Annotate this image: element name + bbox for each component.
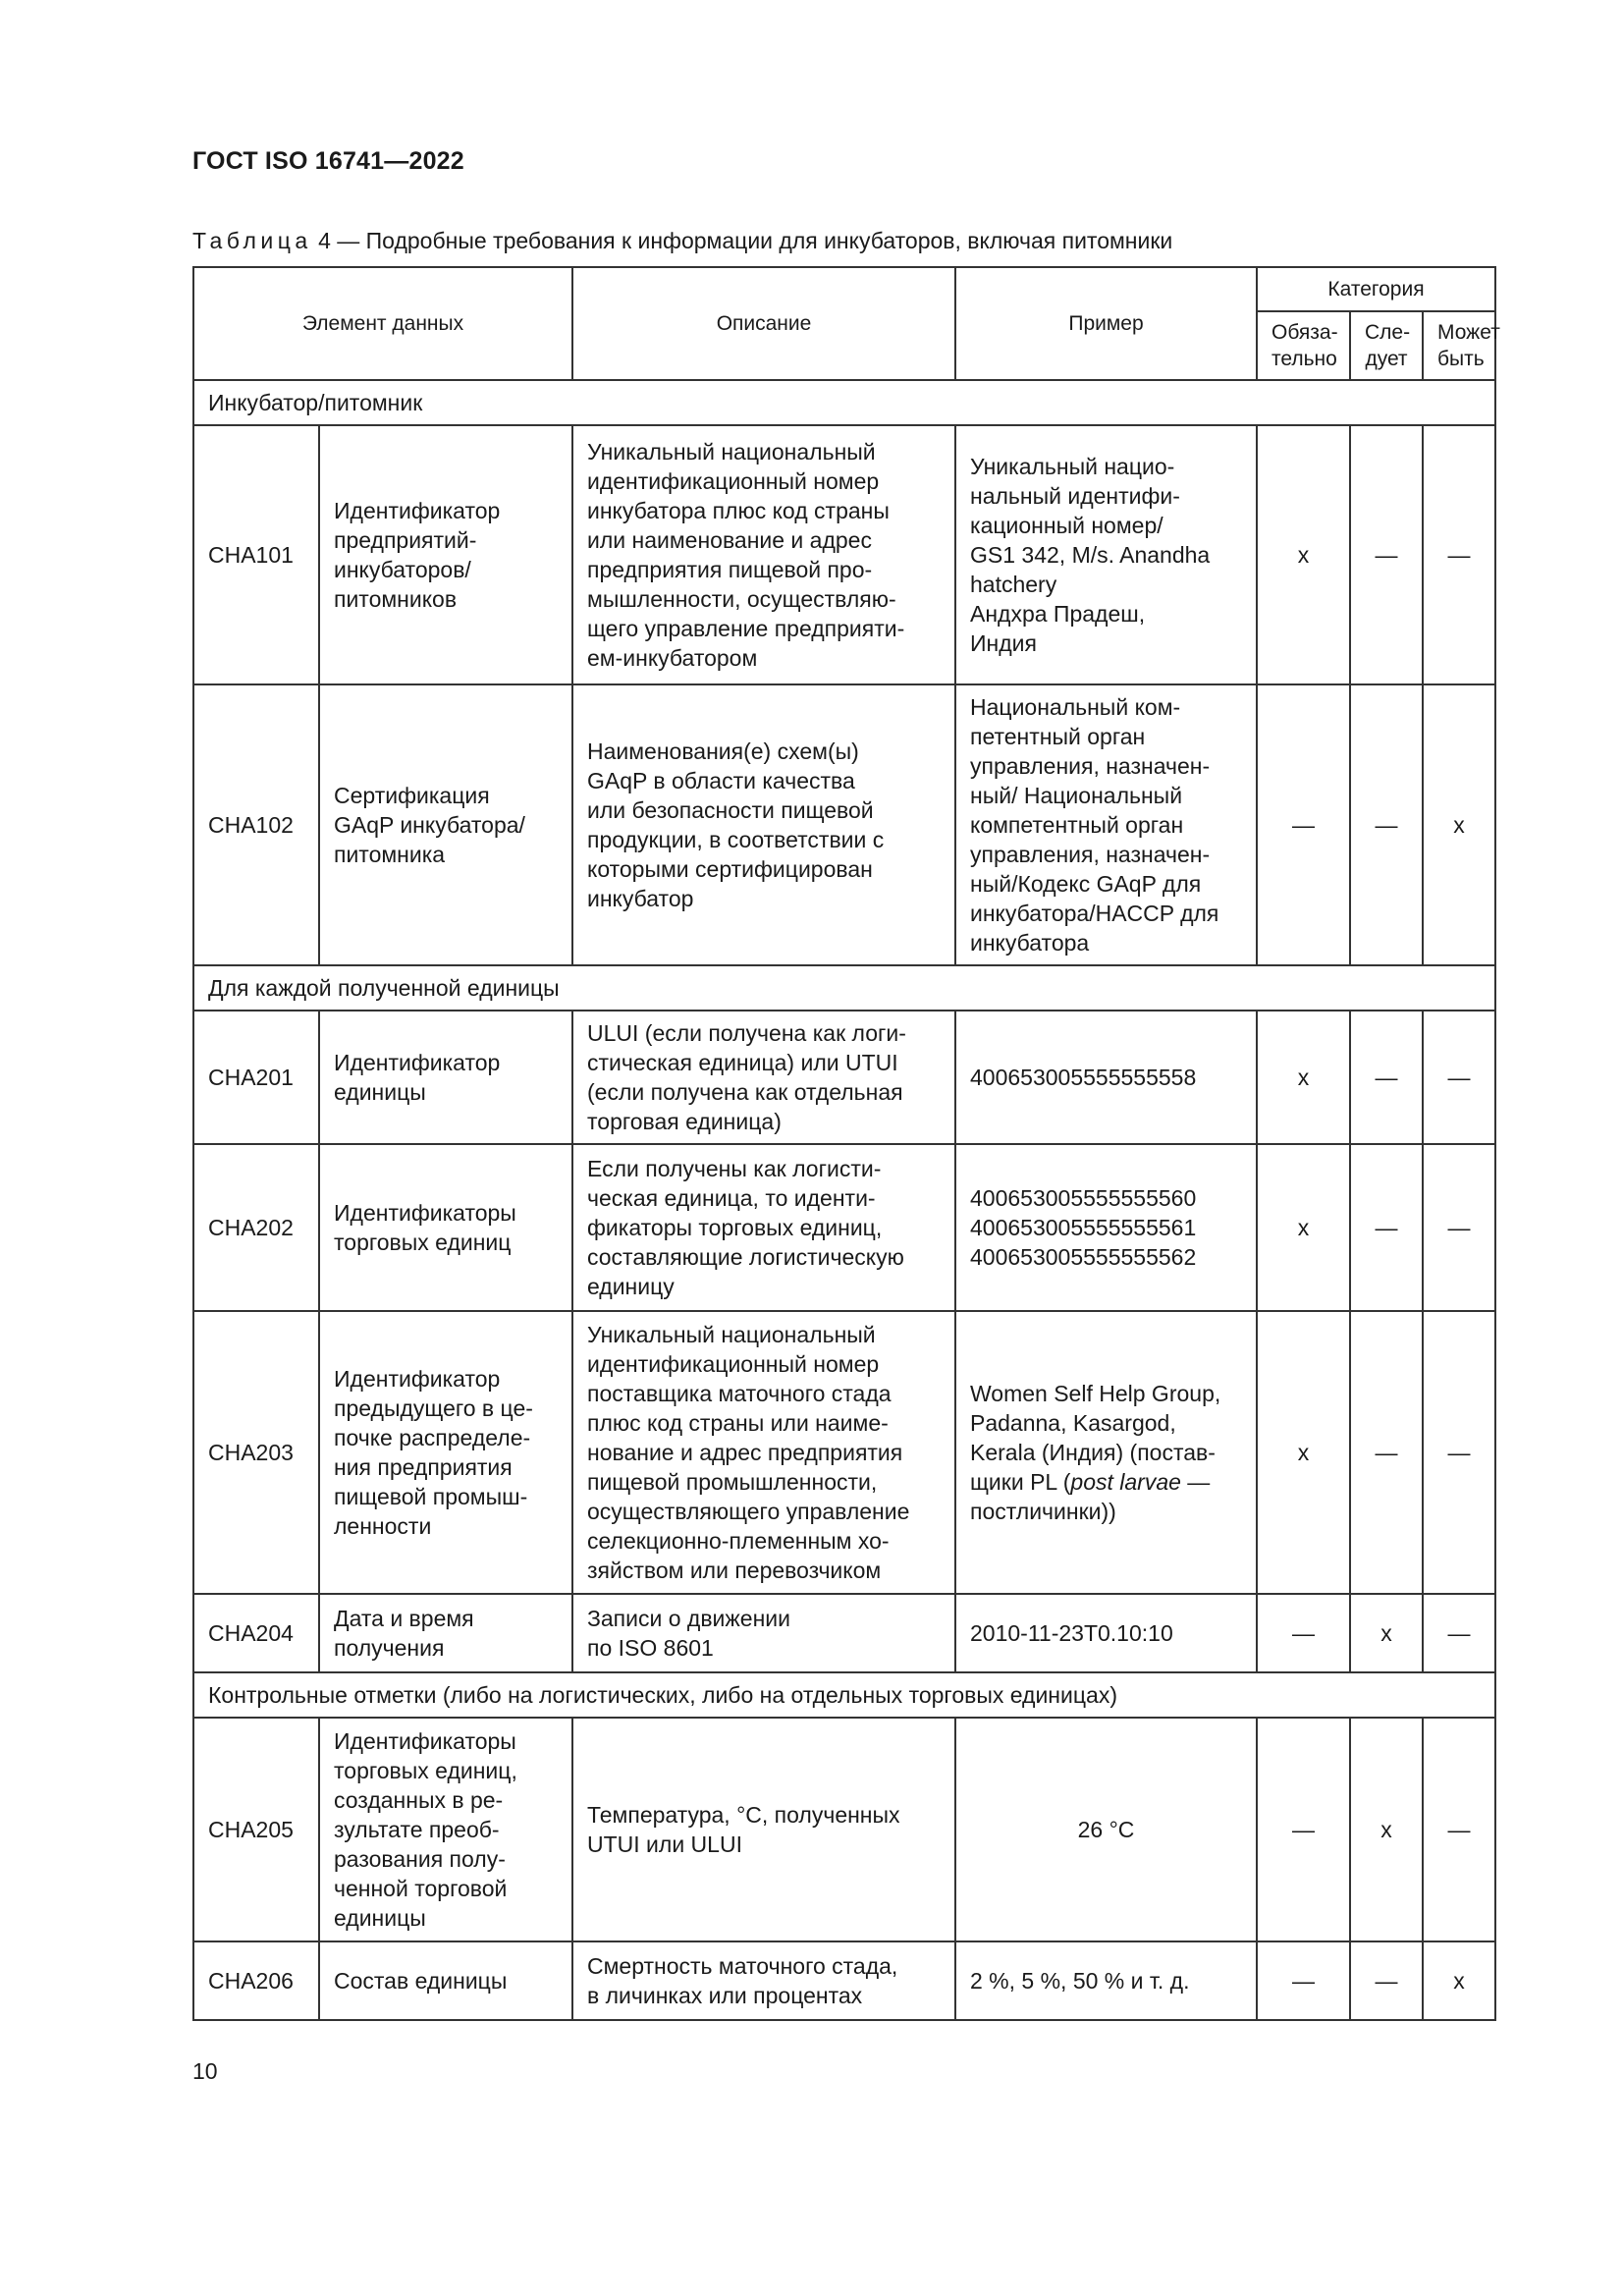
- table-caption: [192, 228, 1172, 254]
- cell-name: Сертификация GAqP инкубатора/ питомника: [319, 684, 572, 965]
- requirements-table: [192, 266, 1500, 2021]
- cell-may: x: [1423, 684, 1495, 965]
- cell-mandatory: x: [1257, 1011, 1350, 1144]
- cell-may: —: [1423, 425, 1495, 684]
- table-caption-prefix: Таблица: [192, 228, 312, 253]
- header-description: Описание: [572, 267, 955, 380]
- cell-description: Температура, °С, полученных UTUI или ULUI: [572, 1718, 955, 1941]
- cell-may: x: [1423, 1941, 1495, 2020]
- table-row: [193, 1718, 1495, 1941]
- cell-description: Уникальный национальный идентификационный номер поставщика маточного стада плюс код страны или наиме- нование и адрес предприятия пищевой промышленности, осуществляющего управление селекционно-племенным хо- зяйством или перевозчиком: [572, 1311, 955, 1594]
- cell-code: CHA205: [193, 1718, 319, 1941]
- cell-should: —: [1350, 1941, 1423, 2020]
- cell-example: 2010-11-23T0.10:10: [955, 1594, 1257, 1672]
- table-caption-text: 4 — Подробные требования к информации для инкубаторов, включая питомники: [318, 228, 1173, 253]
- cell-example: Национальный ком- петентный орган управления, назначен- ный/ Национальный компетентный орган управления, назначен- ный/Кодекс GAqP для инкубатора/HACCP для инкубатора: [955, 684, 1257, 965]
- cell-may: —: [1423, 1011, 1495, 1144]
- cell-may: —: [1423, 1144, 1495, 1311]
- table-row: [193, 1144, 1495, 1311]
- cell-description: ULUI (если получена как логи- стическая единица) или UTUI (если получена как отдельная торговая единица): [572, 1011, 955, 1144]
- cell-may: —: [1423, 1594, 1495, 1672]
- cell-code: CHA202: [193, 1144, 319, 1311]
- cell-description: Записи о движении по ISO 8601: [572, 1594, 955, 1672]
- table-row: [193, 1941, 1495, 2020]
- header-may: Может быть: [1423, 311, 1495, 380]
- section-row: [193, 965, 1495, 1011]
- example-text: Women Self Help Group, Padanna, Kasargod, Kerala (Индия) (постав- щики PL (: [970, 1381, 1221, 1495]
- cell-mandatory: —: [1257, 684, 1350, 965]
- cell-name: Идентификатор предыдущего в це- почке распределе- ния предприятия пищевой промыш- ленности: [319, 1311, 572, 1594]
- cell-description: Если получены как логисти- ческая единица, то иденти- фикаторы торговых единиц, составляющие логистическую единицу: [572, 1144, 955, 1311]
- cell-description: Наименования(е) схем(ы) GAqP в области качества или безопасности пищевой продукции, в соответствии с которыми сертифицирован инкубатор: [572, 684, 955, 965]
- cell-example: [955, 1311, 1257, 1594]
- header-mandatory: Обяза- тельно: [1257, 311, 1350, 380]
- cell-name: Идентификаторы торговых единиц, созданных в ре- зультате преоб- разования полу- ченной торговой единицы: [319, 1718, 572, 1941]
- cell-should: x: [1350, 1718, 1423, 1941]
- cell-example: 2 %, 5 %, 50 % и т. д.: [955, 1941, 1257, 2020]
- header-should: Сле- дует: [1350, 311, 1423, 380]
- document-header: ГОСТ ISO 16741—2022: [192, 147, 464, 175]
- section-title: Инкубатор/питомник: [193, 380, 1495, 425]
- cell-code: CHA203: [193, 1311, 319, 1594]
- cell-example: 26 °С: [955, 1718, 1257, 1941]
- cell-name: Дата и время получения: [319, 1594, 572, 1672]
- cell-description: Смертность маточного стада, в личинках или процентах: [572, 1941, 955, 2020]
- cell-description: Уникальный национальный идентификационный номер инкубатора плюс код страны или наименование и адрес предприятия пищевой про- мышленности, осуществляю- щего управление предприяти- ем-инкубатором: [572, 425, 955, 684]
- table-row: [193, 1311, 1495, 1594]
- header-category: Категория: [1257, 267, 1495, 311]
- section-row: [193, 380, 1495, 425]
- cell-mandatory: x: [1257, 425, 1350, 684]
- table-row: [193, 1594, 1495, 1672]
- cell-should: —: [1350, 1311, 1423, 1594]
- cell-may: —: [1423, 1311, 1495, 1594]
- cell-name: Состав единицы: [319, 1941, 572, 2020]
- section-title: Контрольные отметки (либо на логистических, либо на отдельных торговых единицах): [193, 1672, 1495, 1718]
- cell-code: CHA206: [193, 1941, 319, 2020]
- cell-may: —: [1423, 1718, 1495, 1941]
- cell-example: Уникальный нацио- нальный идентифи- кационный номер/ GS1 342, M/s. Anandha hatchery Андхра Прадеш, Индия: [955, 425, 1257, 684]
- cell-code: CHA204: [193, 1594, 319, 1672]
- page-number: 10: [192, 2058, 218, 2084]
- section-row: [193, 1672, 1495, 1718]
- header-example: Пример: [955, 267, 1257, 380]
- example-text-tail: — постличинки)): [970, 1469, 1211, 1524]
- cell-code: CHA201: [193, 1011, 319, 1144]
- cell-should: —: [1350, 425, 1423, 684]
- cell-mandatory: —: [1257, 1718, 1350, 1941]
- cell-example: 400653005555555558: [955, 1011, 1257, 1144]
- cell-should: x: [1350, 1594, 1423, 1672]
- table-row: [193, 684, 1495, 965]
- table-row: [193, 425, 1495, 684]
- section-title: Для каждой полученной единицы: [193, 965, 1495, 1011]
- cell-mandatory: x: [1257, 1311, 1350, 1594]
- cell-example: 400653005555555560 400653005555555561 400653005555555562: [955, 1144, 1257, 1311]
- cell-mandatory: —: [1257, 1941, 1350, 2020]
- cell-mandatory: x: [1257, 1144, 1350, 1311]
- cell-name: Идентификаторы торговых единиц: [319, 1144, 572, 1311]
- cell-name: Идентификатор единицы: [319, 1011, 572, 1144]
- cell-code: CHA102: [193, 684, 319, 965]
- header-data-element: Элемент данных: [193, 267, 572, 380]
- example-italic-term: post larvae: [1070, 1469, 1181, 1495]
- cell-code: CHA101: [193, 425, 319, 684]
- cell-name: Идентификатор предприятий- инкубаторов/ питомников: [319, 425, 572, 684]
- cell-should: —: [1350, 1011, 1423, 1144]
- cell-should: —: [1350, 1144, 1423, 1311]
- cell-mandatory: —: [1257, 1594, 1350, 1672]
- cell-should: —: [1350, 684, 1423, 965]
- table-row: [193, 1011, 1495, 1144]
